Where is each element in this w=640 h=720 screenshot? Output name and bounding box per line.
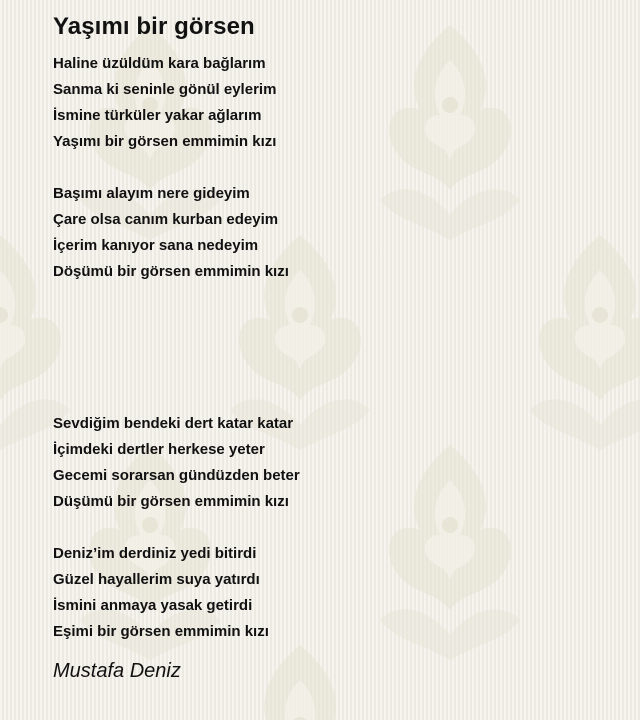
- stanza-1: [53, 51, 613, 155]
- poem-line: Çare olsa canım kurban edeyim: [53, 211, 279, 228]
- poem-author: Mustafa Deniz: [53, 660, 181, 682]
- poem-line: Sanma ki seninle gönül eylerim: [53, 81, 277, 98]
- poem-line: Güzel hayallerim suya yatırdı: [53, 571, 260, 588]
- poem-line: Yaşımı bir görsen emmimin kızı: [53, 133, 277, 150]
- poem-line: İsmine türküler yakar ağlarım: [53, 107, 262, 124]
- poem-line: Başımı alayım nere gideyim: [53, 185, 250, 202]
- poem-line: Eşimi bir görsen emmimin kızı: [53, 623, 269, 640]
- stanza-2: [53, 181, 613, 285]
- poem-line: Sevdiğim bendeki dert katar katar: [53, 415, 294, 432]
- poem-line: Gecemi sorarsan gündüzden beter: [53, 467, 300, 484]
- poem-line: Düşümü bir görsen emmimin kızı: [53, 493, 289, 510]
- poem-line: İsmini anmaya yasak getirdi: [53, 597, 253, 614]
- poem-line: İçerim kanıyor sana nedeyim: [53, 237, 259, 254]
- poem-title: Yaşımı bir görsen: [53, 13, 255, 40]
- poem-line: Döşümü bir görsen emmimin kızı: [53, 263, 289, 280]
- poem-container: [53, 12, 613, 683]
- stanza-4: [53, 541, 613, 645]
- stanza-3: [53, 411, 613, 515]
- poem-line: İçimdeki dertler herkese yeter: [53, 441, 265, 458]
- poem-line: Deniz’im derdiniz yedi bitirdi: [53, 545, 257, 562]
- poem-line: Haline üzüldüm kara bağlarım: [53, 55, 266, 72]
